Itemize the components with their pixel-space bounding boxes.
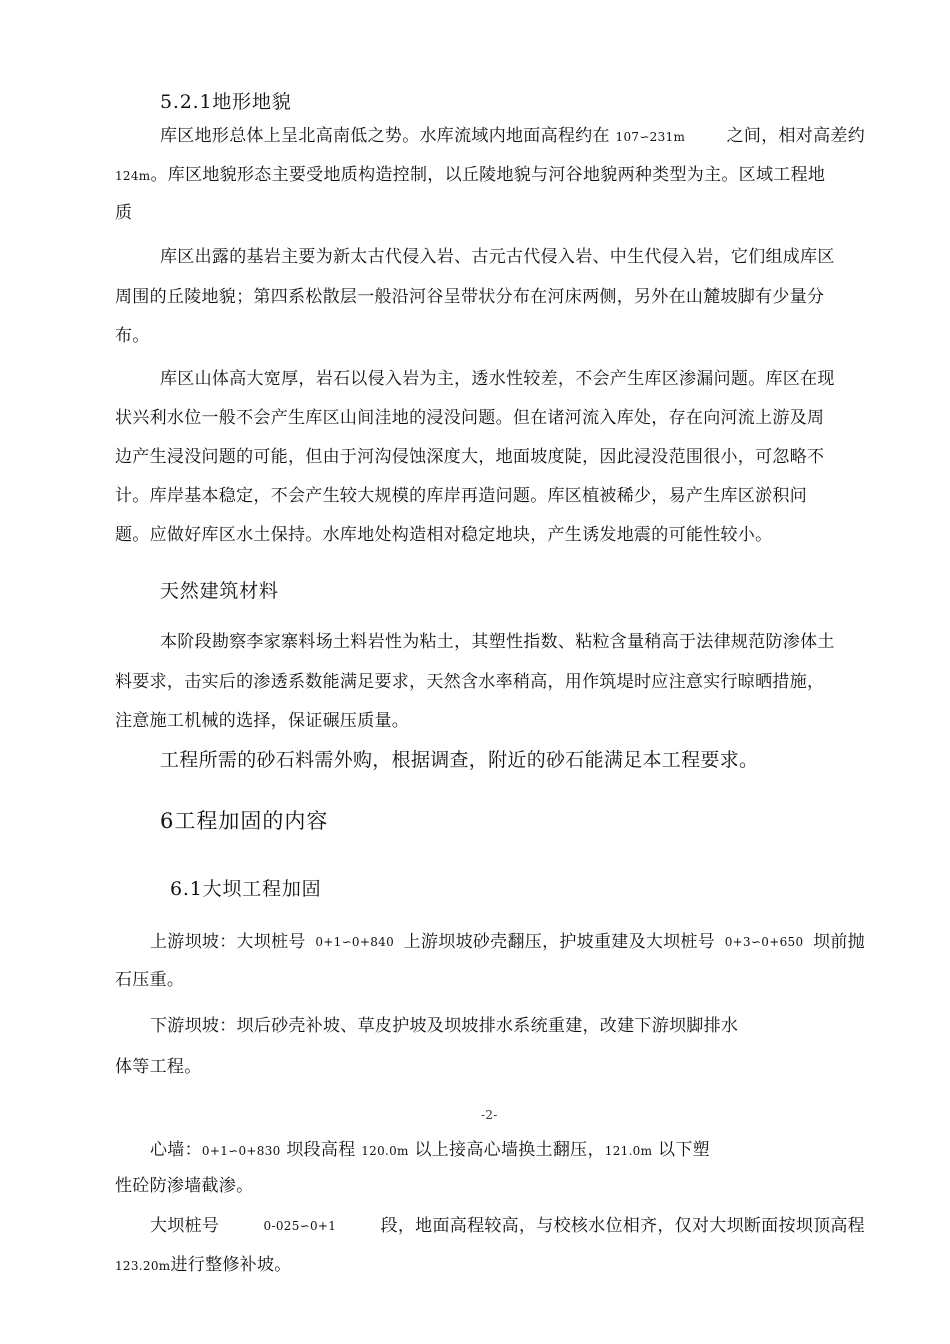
page-number: -2-: [481, 1108, 498, 1122]
paragraph-upstream-line-2: 石压重。: [115, 970, 185, 990]
paragraph-core-wall-line-1: 心墙：0+1∽0+830 坝段高程 120.0m 以上接高心墙换土翻压，121.0m 以下塑: [150, 1140, 710, 1160]
section-6-1-heading: 6.1大坝工程加固: [170, 878, 322, 900]
paragraph-terrain-line-1: 库区地形总体上呈北高南低之势。水库流域内地面高程约在 107∽231m 之间，相对高差约: [160, 126, 865, 146]
paragraph-materials-line-3: 注意施工机械的选择，保证碾压质量。: [115, 711, 410, 731]
paragraph-stability-line-1: 库区山体高大宽厚，岩石以侵入岩为主，透水性较差，不会产生库区渗漏问题。库区在现: [160, 369, 835, 389]
paragraph-stability-line-5: 题。应做好库区水土保持。水库地处构造相对稳定地块，产生诱发地震的可能性较小。: [115, 525, 773, 545]
paragraph-upstream-line-1: 上游坝坡：大坝桩号 0+1∽0+840 上游坝坡砂壳翻压，护坡重建及大坝桩号 0+3∽0+650 坝前抛: [150, 932, 865, 952]
paragraph-bedrock-line-3: 布。: [115, 326, 150, 346]
paragraph-stability-line-4: 计。库岸基本稳定，不会产生较大规模的库岸再造问题。库区植被稀少，易产生库区淤积问: [115, 486, 807, 506]
paragraph-stability-line-3: 边产生浸没问题的可能，但由于河沟侵蚀深度大，地面坡度陡，因此浸没范围很小，可忽略不: [115, 447, 825, 467]
paragraph-bedrock-line-2: 周围的丘陵地貌；第四系松散层一般沿河谷呈带状分布在河床两侧，另外在山麓坡脚有少量分: [115, 287, 825, 307]
materials-heading: 天然建筑材料: [160, 580, 279, 602]
paragraph-dam-section-line-2: 123.20m进行整修补坡。: [115, 1255, 292, 1275]
paragraph-downstream-line-2: 体等工程。: [115, 1057, 202, 1077]
paragraph-downstream-line-1: 下游坝坡：坝后砂壳补坡、草皮护坡及坝坡排水系统重建，改建下游坝脚排水: [150, 1016, 739, 1036]
paragraph-terrain-line-3: 质: [115, 203, 133, 223]
section-6-heading: 6工程加固的内容: [160, 809, 329, 833]
section-5-2-1-heading: 5.2.1地形地貌: [160, 91, 292, 113]
paragraph-core-wall-line-2: 性砼防渗墙截渗。: [115, 1176, 254, 1196]
paragraph-stability-line-2: 状兴利水位一般不会产生库区山间洼地的浸没问题。但在诸河流入库处，存在向河流上游及周: [115, 408, 825, 428]
paragraph-materials-line-1: 本阶段勘察李家寨料场土料岩性为粘土，其塑性指数、粘粒含量稍高于法律规范防渗体土: [160, 632, 835, 652]
paragraph-dam-section-line-1: 大坝桩号 0-025∽0+1 段，地面高程较高，与校核水位相齐，仅对大坝断面按坝顶高程: [150, 1216, 865, 1236]
paragraph-terrain-line-2: 124m。库区地貌形态主要受地质构造控制，以丘陵地貌与河谷地貌两种类型为主。区域工程地: [115, 165, 826, 185]
paragraph-gravel: 工程所需的砂石料需外购，根据调查，附近的砂石能满足本工程要求。: [160, 749, 759, 771]
paragraph-materials-line-2: 料要求，击实后的渗透系数能满足要求，天然含水率稍高，用作筑堤时应注意实行晾晒措施，: [115, 672, 825, 692]
paragraph-bedrock-line-1: 库区出露的基岩主要为新太古代侵入岩、古元古代侵入岩、中生代侵入岩，它们组成库区: [160, 247, 835, 267]
